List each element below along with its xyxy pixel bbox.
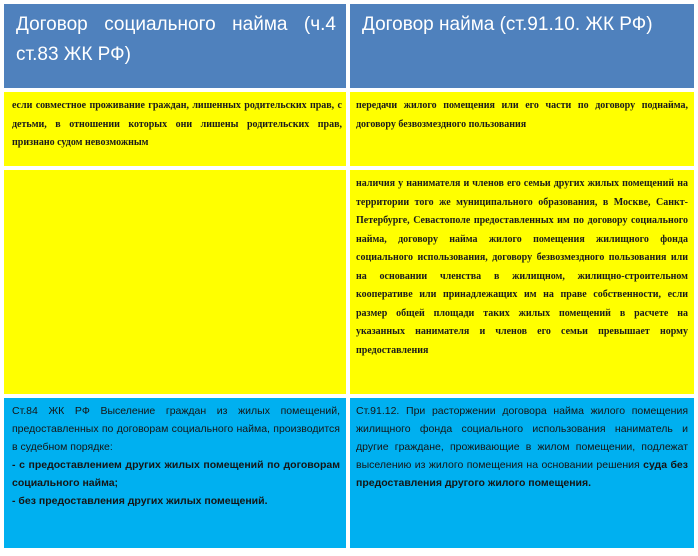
eviction-intro-text: Ст.84 ЖК РФ Выселение граждан из жилых помещений, предоставленных по договорам социального найма, производится в судебном порядке:	[12, 405, 340, 453]
eviction-with-housing-item: - с предоставлением других жилых помещений по договорам социального найма;	[12, 459, 340, 489]
header-social-rent-contract: Договор социального найма (ч.4 ст.83 ЖК РФ)	[4, 4, 346, 88]
rent-ground-sublease: передачи жилого помещения или его части по договору поднайма, договору безвозмездного пользования	[350, 92, 694, 166]
social-rent-empty-cell	[4, 170, 346, 394]
rent-eviction-text: Ст.91.12. При расторжении договора найма жилого помещения жилищного фонда социального использования наниматель и другие граждане, проживающие в жилом помещении, подлежат выселению из жилого помещения на основании решения	[356, 405, 688, 471]
eviction-without-housing-item: - без предоставления других жилых помещений.	[12, 495, 268, 507]
rent-eviction-cell	[350, 398, 694, 548]
header-rent-contract: Договор найма (ст.91.10. ЖК РФ)	[350, 4, 694, 88]
rent-eviction-bold-text: суда без предоставления другого жилого помещения.	[356, 459, 688, 489]
social-rent-eviction-cell	[4, 398, 346, 548]
rent-ground-other-housing: наличия у нанимателя и членов его семьи других жилых помещений на территории того же муниципального образования, в Москве, Санкт-Петербурге, Севастополе предоставленных им по договору социального найма, договору найма жилого помещения жилищного фонда социального использования, договору безвозмездного пользования или на основании членства в жилищном, жилищно-строительном кооперативе или принадлежащих им на праве собственности, если размер общей площади таких жилых помещений в расчете на указанных нанимателя и членов его семьи превышает норму предоставления	[350, 170, 694, 394]
social-rent-ground-parental-rights: если совместное проживание граждан, лишенных родительских прав, с детьми, в отношении которых они лишены родительских прав, признано судом невозможным	[4, 92, 346, 166]
